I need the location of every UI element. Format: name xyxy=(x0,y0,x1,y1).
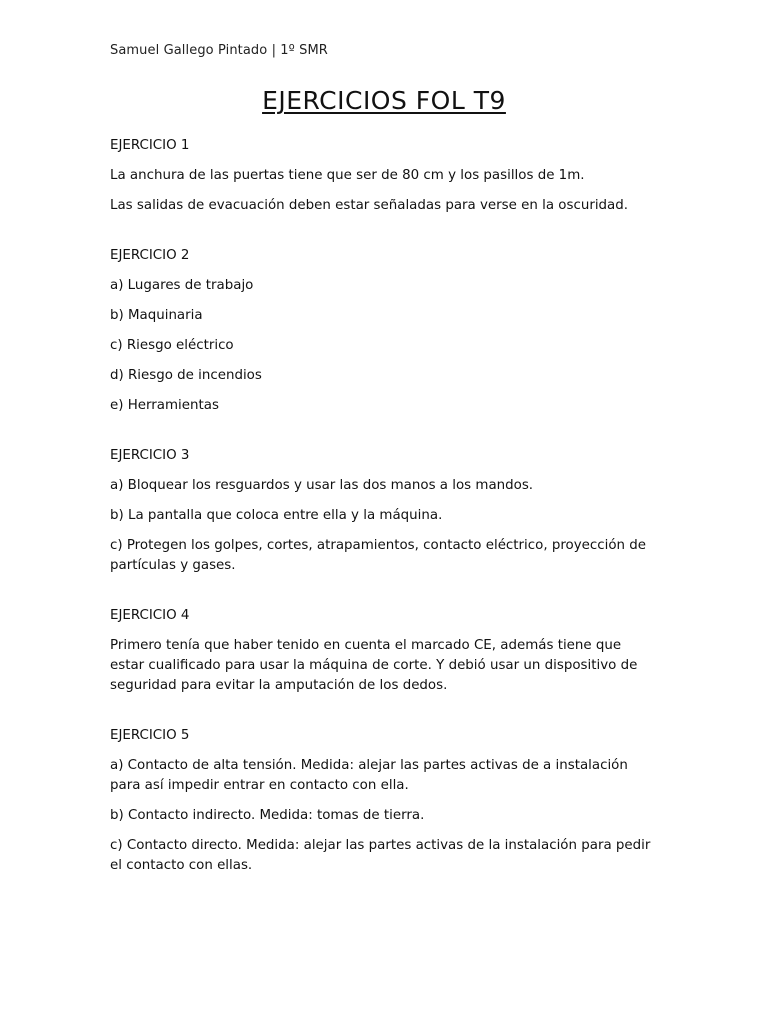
section-ejercicio-5 xyxy=(110,726,658,876)
list-item: b) La pantalla que coloca entre ella y la máquina. xyxy=(110,508,443,523)
document-body xyxy=(110,136,658,906)
list-item: c) Riesgo eléctrico xyxy=(110,338,234,353)
section-heading: EJERCICIO 2 xyxy=(110,248,190,263)
document-title: EJERCICIOS FOL T9 xyxy=(262,86,506,115)
list-item: a) Bloquear los resguardos y usar las dos manos a los mandos. xyxy=(110,478,534,493)
list-item: c) Contacto directo. Medida: alejar las partes activas de la instalación para pedir el contacto con ellas. xyxy=(110,838,651,873)
list-item: e) Herramientas xyxy=(110,398,219,413)
section-heading: EJERCICIO 4 xyxy=(110,608,190,623)
list-item: a) Contacto de alta tensión. Medida: alejar las partes activas de a instalación para así impedir entrar en contacto con ella. xyxy=(110,758,628,793)
list-item: b) Contacto indirecto. Medida: tomas de tierra. xyxy=(110,808,425,823)
list-item: c) Protegen los golpes, cortes, atrapamientos, contacto eléctrico, proyección de partículas y gases. xyxy=(110,538,647,573)
paragraph: La anchura de las puertas tiene que ser de 80 cm y los pasillos de 1m. xyxy=(110,168,585,183)
section-heading: EJERCICIO 1 xyxy=(110,138,190,153)
section-ejercicio-4 xyxy=(110,606,658,696)
section-heading: EJERCICIO 5 xyxy=(110,728,190,743)
paragraph: Las salidas de evacuación deben estar señaladas para verse en la oscuridad. xyxy=(110,198,629,213)
paragraph: Primero tenía que haber tenido en cuenta el marcado CE, además tiene que estar cualificado para usar la máquina de corte. Y debió usar un dispositivo de seguridad para evitar la amputación de los dedos. xyxy=(110,638,638,693)
page-header: Samuel Gallego Pintado | 1º SMR xyxy=(110,43,328,58)
section-ejercicio-2 xyxy=(110,246,658,416)
section-ejercicio-3 xyxy=(110,446,658,576)
list-item: d) Riesgo de incendios xyxy=(110,368,262,383)
section-ejercicio-1 xyxy=(110,136,658,216)
section-heading: EJERCICIO 3 xyxy=(110,448,190,463)
list-item: a) Lugares de trabajo xyxy=(110,278,254,293)
list-item: b) Maquinaria xyxy=(110,308,203,323)
